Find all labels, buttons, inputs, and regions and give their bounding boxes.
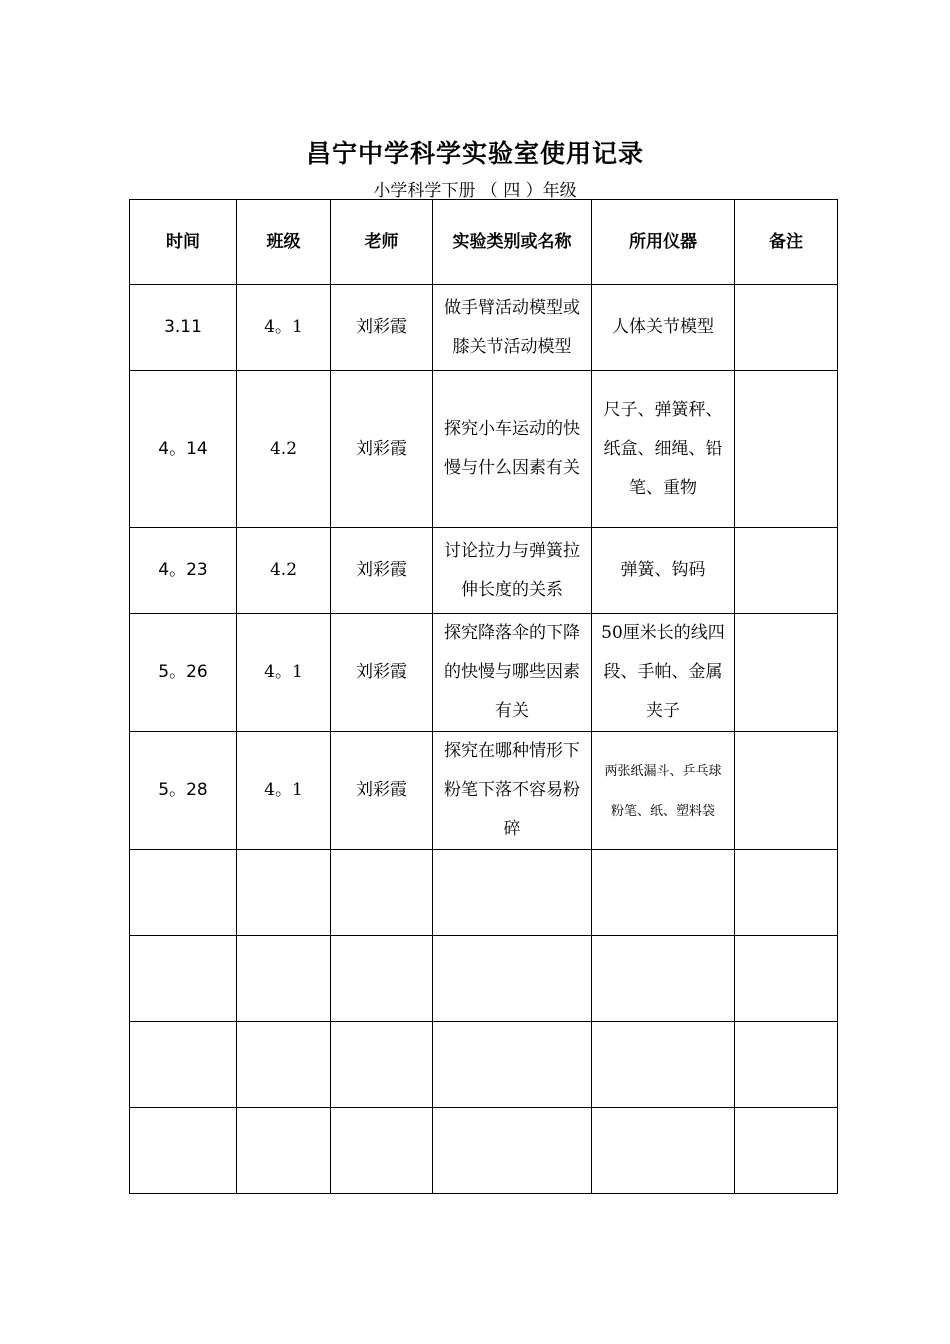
cell-time: 4。14: [130, 371, 237, 528]
table-row-empty: [130, 1108, 838, 1194]
cell-notes: [735, 614, 838, 732]
cell-experiment: 探究降落伞的下降的快慢与哪些因素有关: [433, 614, 592, 732]
cell-empty: [237, 1022, 331, 1108]
cell-experiment: 讨论拉力与弹簧拉伸长度的关系: [433, 528, 592, 614]
cell-empty: [735, 1108, 838, 1194]
cell-instruments: 人体关节模型: [592, 285, 735, 371]
cell-teacher: 刘彩霞: [331, 528, 433, 614]
cell-instruments: 弹簧、钩码: [592, 528, 735, 614]
header-teacher: 老师: [331, 200, 433, 285]
cell-empty: [130, 1022, 237, 1108]
record-table: [129, 199, 838, 1194]
cell-empty: [735, 936, 838, 1022]
table-row: [130, 371, 838, 528]
cell-empty: [433, 1022, 592, 1108]
header-notes: 备注: [735, 200, 838, 285]
header-instruments: 所用仪器: [592, 200, 735, 285]
cell-empty: [130, 850, 237, 936]
cell-empty: [130, 936, 237, 1022]
instruments-line-2: 球粉笔、纸、塑料袋: [610, 763, 722, 819]
table-row-empty: [130, 1022, 838, 1108]
cell-teacher: 刘彩霞: [331, 371, 433, 528]
table-header-row: [130, 200, 838, 285]
cell-experiment: 做手臂活动模型或膝关节活动模型: [433, 285, 592, 371]
table-row: [130, 285, 838, 371]
cell-time: 4。23: [130, 528, 237, 614]
cell-empty: [331, 850, 433, 936]
cell-empty: [592, 850, 735, 936]
cell-instruments: 尺子、弹簧秤、纸盒、细绳、铅笔、重物: [592, 371, 735, 528]
cell-teacher: 刘彩霞: [331, 732, 433, 850]
cell-empty: [592, 1022, 735, 1108]
cell-empty: [433, 936, 592, 1022]
cell-time: 5。28: [130, 732, 237, 850]
cell-notes: [735, 732, 838, 850]
cell-notes: [735, 285, 838, 371]
cell-empty: [130, 1108, 237, 1194]
cell-empty: [237, 850, 331, 936]
header-class: 班级: [237, 200, 331, 285]
page-title: 昌宁中学科学实验室使用记录: [305, 139, 644, 168]
cell-time: 5。26: [130, 614, 237, 732]
cell-empty: [592, 1108, 735, 1194]
table-row-empty: [130, 850, 838, 936]
cell-experiment: 探究在哪种情形下粉笔下落不容易粉碎: [433, 732, 592, 850]
cell-teacher: 刘彩霞: [331, 614, 433, 732]
cell-empty: [735, 850, 838, 936]
cell-empty: [735, 1022, 838, 1108]
cell-empty: [592, 936, 735, 1022]
cell-class: 4.2: [237, 371, 331, 528]
cell-notes: [735, 528, 838, 614]
cell-empty: [237, 936, 331, 1022]
header-experiment: 实验类别或名称: [433, 200, 592, 285]
instruments-line-1: 两张纸漏斗、乒乓: [604, 763, 709, 779]
cell-instruments: [592, 732, 735, 850]
cell-class: 4。1: [237, 614, 331, 732]
cell-time: 3.11: [130, 285, 237, 371]
page-subtitle: 小学科学下册 （ 四 ）年级: [373, 181, 577, 201]
table-row: [130, 732, 838, 850]
cell-class: 4。1: [237, 285, 331, 371]
table-row-empty: [130, 936, 838, 1022]
cell-empty: [331, 1108, 433, 1194]
cell-experiment: 探究小车运动的快慢与什么因素有关: [433, 371, 592, 528]
cell-empty: [433, 850, 592, 936]
cell-class: 4.2: [237, 528, 331, 614]
cell-notes: [735, 371, 838, 528]
table-row: [130, 528, 838, 614]
cell-empty: [331, 936, 433, 1022]
cell-empty: [433, 1108, 592, 1194]
cell-teacher: 刘彩霞: [331, 285, 433, 371]
cell-instruments: 50厘米长的线四段、手帕、金属夹子: [592, 614, 735, 732]
table-row: [130, 614, 838, 732]
cell-class: 4。1: [237, 732, 331, 850]
cell-empty: [331, 1022, 433, 1108]
cell-empty: [237, 1108, 331, 1194]
header-time: 时间: [130, 200, 237, 285]
